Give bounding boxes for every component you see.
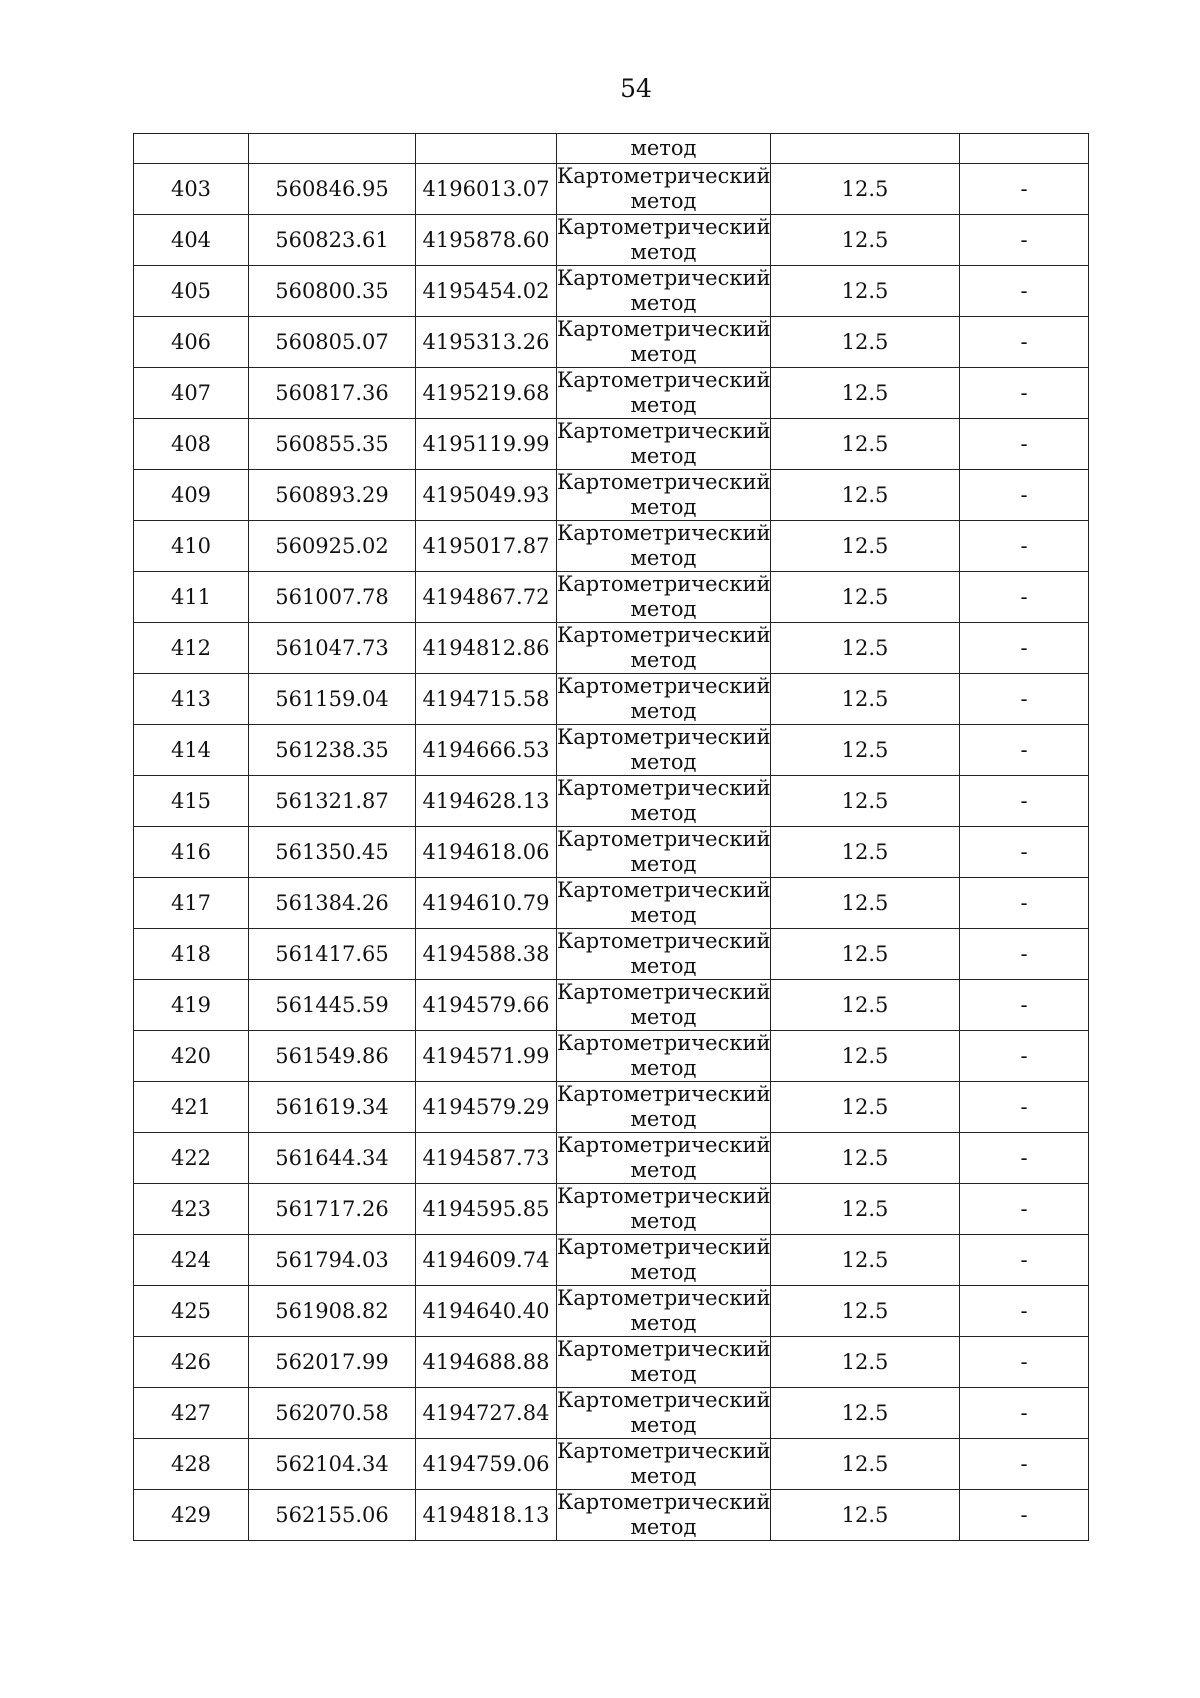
table-row: [134, 1388, 1089, 1439]
cell-note: -: [960, 368, 1089, 419]
cell-x: [249, 134, 416, 164]
cell-method: [557, 368, 771, 419]
continuation-row: [134, 134, 1089, 164]
method-line-1: Картометрический: [557, 1388, 771, 1412]
method-line-2: метод: [630, 1107, 697, 1131]
cell-y: 4194818.13: [416, 1490, 557, 1541]
cell-method: [557, 164, 771, 215]
cell-note: -: [960, 1133, 1089, 1184]
cell-x: 561717.26: [249, 1184, 416, 1235]
method-line-1: Картометрический: [557, 878, 771, 902]
method-line-1: Картометрический: [557, 164, 771, 188]
cell-x: 560817.36: [249, 368, 416, 419]
cell-method: [557, 1490, 771, 1541]
cell-y: 4195313.26: [416, 317, 557, 368]
cell-note: -: [960, 674, 1089, 725]
cell-method: [557, 1184, 771, 1235]
cell-x: 561007.78: [249, 572, 416, 623]
cell-method: [557, 317, 771, 368]
method-line-2: метод: [630, 699, 697, 723]
method-line-2: метод: [630, 1515, 697, 1539]
cell-number: 422: [134, 1133, 249, 1184]
cell-note: -: [960, 776, 1089, 827]
method-line-2: метод: [630, 444, 697, 468]
method-line-1: Картометрический: [557, 215, 771, 239]
cell-y: 4194867.72: [416, 572, 557, 623]
method-line-2: метод: [630, 240, 697, 264]
cell-x: 561644.34: [249, 1133, 416, 1184]
method-line-2: метод: [630, 954, 697, 978]
method-line-1: Картометрический: [557, 521, 771, 545]
cell-precision: 12.5: [771, 1235, 960, 1286]
cell-method: [557, 623, 771, 674]
cell-number: 411: [134, 572, 249, 623]
method-line-2: метод: [630, 342, 697, 366]
cell-number: 408: [134, 419, 249, 470]
cell-method: [557, 215, 771, 266]
cell-x: 561047.73: [249, 623, 416, 674]
cell-number: 416: [134, 827, 249, 878]
cell-y: 4194688.88: [416, 1337, 557, 1388]
method-line-1: Картометрический: [557, 1235, 771, 1259]
method-line-2: метод: [630, 597, 697, 621]
table-row: [134, 1235, 1089, 1286]
cell-number: 405: [134, 266, 249, 317]
method-line-2: метод: [630, 189, 697, 213]
cell-note: -: [960, 623, 1089, 674]
cell-x: 562155.06: [249, 1490, 416, 1541]
cell-method: [557, 776, 771, 827]
cell-y: 4195119.99: [416, 419, 557, 470]
cell-note: -: [960, 1235, 1089, 1286]
cell-precision: 12.5: [771, 674, 960, 725]
cell-precision: 12.5: [771, 827, 960, 878]
cell-method: [557, 1286, 771, 1337]
method-line-1: Картометрический: [557, 929, 771, 953]
method-line-2: метод: [630, 1362, 697, 1386]
table-row: [134, 1490, 1089, 1541]
table-row: [134, 1031, 1089, 1082]
cell-x: 560800.35: [249, 266, 416, 317]
method-line-1: Картометрический: [557, 317, 771, 341]
cell-number: [134, 134, 249, 164]
cell-precision: 12.5: [771, 1337, 960, 1388]
method-line-2: метод: [630, 648, 697, 672]
cell-note: -: [960, 1388, 1089, 1439]
table-row: [134, 215, 1089, 266]
cell-precision: 12.5: [771, 1184, 960, 1235]
method-line-2: метод: [630, 903, 697, 927]
cell-method: [557, 266, 771, 317]
table-row: [134, 1439, 1089, 1490]
cell-number: 412: [134, 623, 249, 674]
cell-precision: 12.5: [771, 164, 960, 215]
cell-number: 415: [134, 776, 249, 827]
method-line-2: метод: [630, 291, 697, 315]
cell-y: 4194571.99: [416, 1031, 557, 1082]
cell-x: 562017.99: [249, 1337, 416, 1388]
cell-x: 561619.34: [249, 1082, 416, 1133]
method-line-2: метод: [630, 750, 697, 774]
cell-y: 4194610.79: [416, 878, 557, 929]
cell-y: 4194618.06: [416, 827, 557, 878]
table-row: [134, 623, 1089, 674]
table-row: [134, 674, 1089, 725]
cell-x: 560846.95: [249, 164, 416, 215]
cell-y: 4194587.73: [416, 1133, 557, 1184]
cell-method: [557, 827, 771, 878]
cell-method: [557, 1439, 771, 1490]
cell-x: 561384.26: [249, 878, 416, 929]
table-row: [134, 878, 1089, 929]
cell-number: 407: [134, 368, 249, 419]
table-row: [134, 572, 1089, 623]
method-line-2: метод: [630, 495, 697, 519]
method-line-1: Картометрический: [557, 1184, 771, 1208]
method-line-1: Картометрический: [557, 266, 771, 290]
method-line-1: Картометрический: [557, 419, 771, 443]
cell-y: 4194579.66: [416, 980, 557, 1031]
cell-y: 4194715.58: [416, 674, 557, 725]
method-line-1: Картометрический: [557, 1133, 771, 1157]
cell-precision: 12.5: [771, 623, 960, 674]
cell-method: [557, 419, 771, 470]
method-line-1: Картометрический: [557, 572, 771, 596]
method-line-2: метод: [630, 393, 697, 417]
method-line-1: Картометрический: [557, 1031, 771, 1055]
cell-method: [557, 1388, 771, 1439]
cell-precision: 12.5: [771, 1439, 960, 1490]
cell-method: [557, 1031, 771, 1082]
cell-note: -: [960, 1286, 1089, 1337]
cell-x: 561445.59: [249, 980, 416, 1031]
cell-number: 403: [134, 164, 249, 215]
cell-y: 4194588.38: [416, 929, 557, 980]
table-row: [134, 266, 1089, 317]
method-line-1: Картометрический: [557, 368, 771, 392]
cell-number: 429: [134, 1490, 249, 1541]
cell-note: -: [960, 470, 1089, 521]
cell-number: 425: [134, 1286, 249, 1337]
cell-method: [557, 1082, 771, 1133]
cell-number: 404: [134, 215, 249, 266]
cell-note: -: [960, 572, 1089, 623]
method-line-2: метод: [630, 1005, 697, 1029]
table-row: [134, 1184, 1089, 1235]
cell-method: [557, 878, 771, 929]
cell-method: [557, 929, 771, 980]
cell-y: 4194759.06: [416, 1439, 557, 1490]
cell-note: -: [960, 878, 1089, 929]
coordinates-table: [133, 133, 1089, 1541]
cell-number: 419: [134, 980, 249, 1031]
table-body: [134, 134, 1089, 1541]
method-line-1: Картометрический: [557, 1082, 771, 1106]
method-line-1: Картометрический: [557, 623, 771, 647]
method-line-1: Картометрический: [557, 1337, 771, 1361]
cell-method: [557, 470, 771, 521]
cell-precision: 12.5: [771, 1286, 960, 1337]
cell-method: [557, 980, 771, 1031]
cell-x: 560823.61: [249, 215, 416, 266]
cell-method: [557, 521, 771, 572]
table-row: [134, 929, 1089, 980]
cell-y: 4194609.74: [416, 1235, 557, 1286]
cell-precision: 12.5: [771, 521, 960, 572]
cell-x: 561417.65: [249, 929, 416, 980]
cell-number: 413: [134, 674, 249, 725]
cell-method: [557, 1337, 771, 1388]
cell-x: 561549.86: [249, 1031, 416, 1082]
table-row: [134, 980, 1089, 1031]
cell-number: 421: [134, 1082, 249, 1133]
table-row: [134, 470, 1089, 521]
cell-y: 4194727.84: [416, 1388, 557, 1439]
table-row: [134, 317, 1089, 368]
cell-method: [557, 1133, 771, 1184]
cell-y: 4194640.40: [416, 1286, 557, 1337]
method-line-1: Картометрический: [557, 470, 771, 494]
cell-x: 561321.87: [249, 776, 416, 827]
cell-number: 410: [134, 521, 249, 572]
table-row: [134, 1286, 1089, 1337]
table-row: [134, 1133, 1089, 1184]
table-row: [134, 827, 1089, 878]
table-row: [134, 368, 1089, 419]
cell-y: 4195454.02: [416, 266, 557, 317]
method-line-2: метод: [630, 546, 697, 570]
table-row: [134, 725, 1089, 776]
cell-note: -: [960, 521, 1089, 572]
cell-x: 560805.07: [249, 317, 416, 368]
cell-number: 417: [134, 878, 249, 929]
cell-note: -: [960, 929, 1089, 980]
cell-x: 560925.02: [249, 521, 416, 572]
cell-method: [557, 1235, 771, 1286]
table-row: [134, 521, 1089, 572]
table-row: [134, 164, 1089, 215]
cell-note: -: [960, 980, 1089, 1031]
cell-y: 4195878.60: [416, 215, 557, 266]
cell-y: 4194628.13: [416, 776, 557, 827]
cell-precision: [771, 134, 960, 164]
cell-note: -: [960, 1337, 1089, 1388]
cell-precision: 12.5: [771, 1031, 960, 1082]
cell-precision: 12.5: [771, 317, 960, 368]
cell-precision: 12.5: [771, 470, 960, 521]
cell-number: 427: [134, 1388, 249, 1439]
method-line-2: метод: [630, 1260, 697, 1284]
method-line-1: Картометрический: [557, 1439, 771, 1463]
cell-note: -: [960, 419, 1089, 470]
method-line-2: метод: [630, 1209, 697, 1233]
cell-x: 561794.03: [249, 1235, 416, 1286]
cell-note: -: [960, 1184, 1089, 1235]
cell-precision: 12.5: [771, 1082, 960, 1133]
cell-method: [557, 674, 771, 725]
cell-number: 418: [134, 929, 249, 980]
cell-number: 428: [134, 1439, 249, 1490]
cell-note: -: [960, 1439, 1089, 1490]
cell-x: 560893.29: [249, 470, 416, 521]
cell-y: 4195017.87: [416, 521, 557, 572]
method-line-2: метод: [630, 1056, 697, 1080]
cell-precision: 12.5: [771, 1388, 960, 1439]
cell-method: [557, 572, 771, 623]
method-line-1: Картометрический: [557, 776, 771, 800]
cell-precision: 12.5: [771, 980, 960, 1031]
method-line-2: метод: [630, 801, 697, 825]
cell-x: 560855.35: [249, 419, 416, 470]
cell-note: -: [960, 317, 1089, 368]
cell-note: -: [960, 215, 1089, 266]
cell-y: 4195049.93: [416, 470, 557, 521]
cell-number: 426: [134, 1337, 249, 1388]
cell-precision: 12.5: [771, 776, 960, 827]
table-row: [134, 1337, 1089, 1388]
cell-precision: 12.5: [771, 1133, 960, 1184]
cell-precision: 12.5: [771, 266, 960, 317]
cell-note: -: [960, 164, 1089, 215]
cell-number: 414: [134, 725, 249, 776]
cell-y: 4194595.85: [416, 1184, 557, 1235]
cell-x: 561238.35: [249, 725, 416, 776]
cell-number: 424: [134, 1235, 249, 1286]
method-line-2: метод: [630, 1158, 697, 1182]
cell-number: 420: [134, 1031, 249, 1082]
cell-y: [416, 134, 557, 164]
method-line-1: Картометрический: [557, 1490, 771, 1514]
cell-x: 561159.04: [249, 674, 416, 725]
table-row: [134, 419, 1089, 470]
cell-note: -: [960, 827, 1089, 878]
cell-precision: 12.5: [771, 929, 960, 980]
cell-method: [557, 725, 771, 776]
page-number: 54: [620, 74, 652, 103]
cell-precision: 12.5: [771, 572, 960, 623]
cell-x: 562104.34: [249, 1439, 416, 1490]
cell-note: -: [960, 1031, 1089, 1082]
method-line-1: Картометрический: [557, 980, 771, 1004]
cell-x: 562070.58: [249, 1388, 416, 1439]
cell-precision: 12.5: [771, 215, 960, 266]
method-line-1: Картометрический: [557, 725, 771, 749]
cell-precision: 12.5: [771, 725, 960, 776]
method-line-2: метод: [630, 852, 697, 876]
cell-note: -: [960, 1490, 1089, 1541]
cell-number: 423: [134, 1184, 249, 1235]
table-row: [134, 776, 1089, 827]
method-line-2: метод: [630, 1413, 697, 1437]
method-line-2: метод: [630, 1311, 697, 1335]
cell-x: 561350.45: [249, 827, 416, 878]
cell-y: 4194666.53: [416, 725, 557, 776]
cell-method: метод: [557, 134, 771, 164]
cell-x: 561908.82: [249, 1286, 416, 1337]
cell-note: -: [960, 725, 1089, 776]
method-line-1: Картометрический: [557, 1286, 771, 1310]
method-line-2: метод: [630, 1464, 697, 1488]
cell-number: 409: [134, 470, 249, 521]
cell-note: [960, 134, 1089, 164]
cell-y: 4194812.86: [416, 623, 557, 674]
cell-precision: 12.5: [771, 1490, 960, 1541]
cell-precision: 12.5: [771, 368, 960, 419]
cell-precision: 12.5: [771, 419, 960, 470]
method-line-1: Картометрический: [557, 674, 771, 698]
table-row: [134, 1082, 1089, 1133]
cell-number: 406: [134, 317, 249, 368]
cell-y: 4195219.68: [416, 368, 557, 419]
cell-note: -: [960, 266, 1089, 317]
method-line-1: Картометрический: [557, 827, 771, 851]
cell-y: 4196013.07: [416, 164, 557, 215]
cell-note: -: [960, 1082, 1089, 1133]
cell-precision: 12.5: [771, 878, 960, 929]
cell-y: 4194579.29: [416, 1082, 557, 1133]
